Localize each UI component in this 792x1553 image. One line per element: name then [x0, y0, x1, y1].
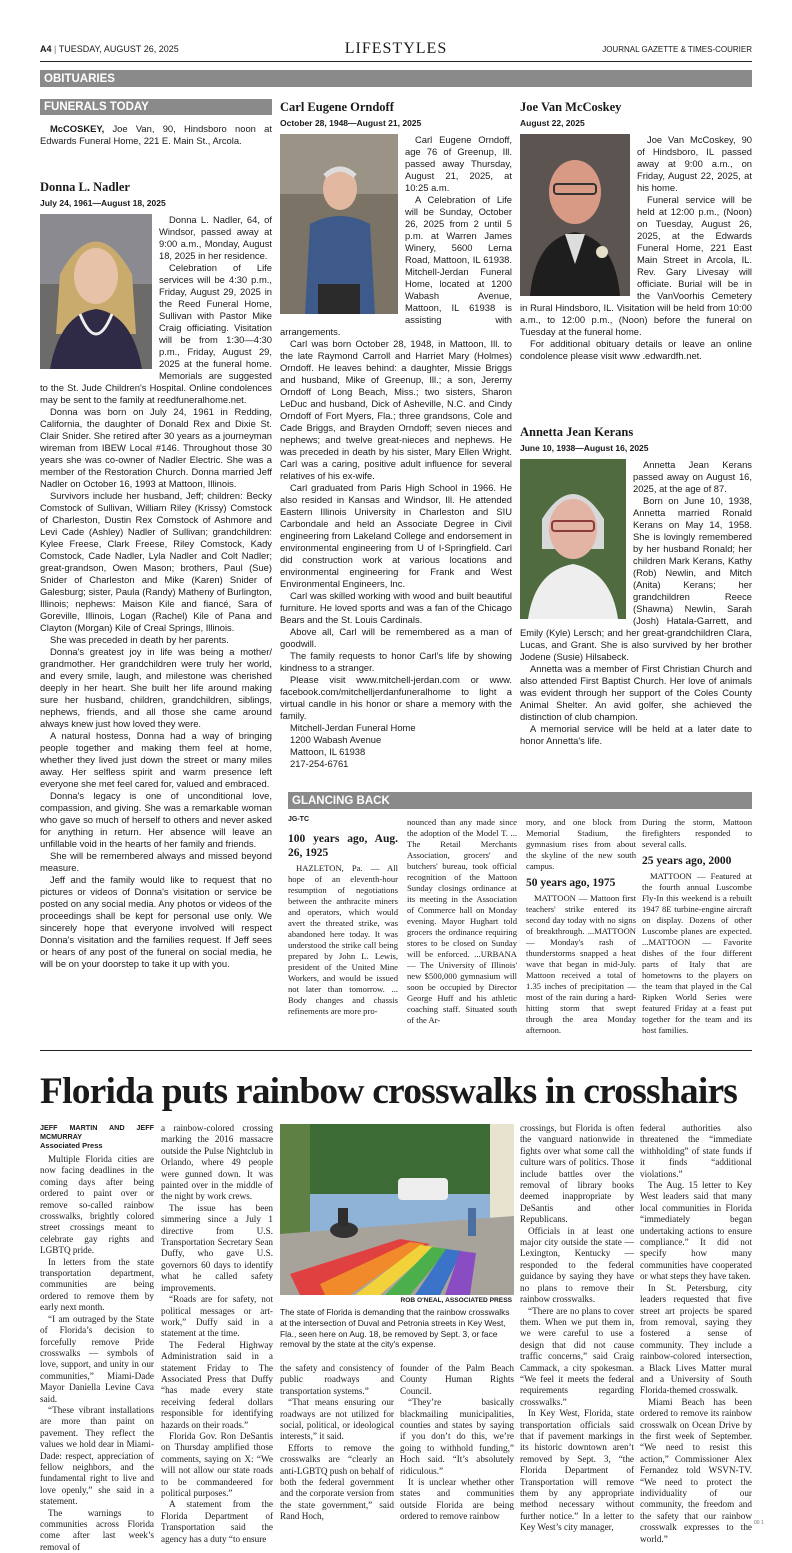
florida-text: [400, 1363, 514, 1523]
glancing-text: MATTOON — Mattoon first teachers' strike entered its second day today with no signs of breakthrough. ...MATTOON — Monday's rash of thunderstorms snapped a heat wave that began in mid-July. Mattoon received a total of 1.35 inches of precipitation — most of the rain during a hard-hitting storm that swept through the area Monday afternoon.: [526, 893, 636, 1035]
paragraph: Multiple Florida cities are now facing deadlines in the coming days after being ordered to paint over or remove so-called rainbow crosswalks, brightly colored street crossings meant to celebrate gay rights and LGBTQ pride.: [40, 1154, 154, 1256]
orndorff-para: Carl Eugene Orndoff, age 76 of Greenup, Ill. passed away Thursday, August 21, 2025, at 10:25 a.m.: [405, 134, 512, 193]
paragraph: the safety and consistency of public roadways and transportation systems.”: [280, 1363, 394, 1396]
orndorff-para: Carl was skilled working with wood and built beautiful furniture. He loved sports and was a fan of the Chicago Bears and the St. Louis Cardinals.: [280, 590, 512, 625]
mccoskey-para: For additional obituary details or leave an online condolence please visit www .edwardfh.net.: [520, 338, 752, 361]
glancing-back-bar: [288, 792, 752, 809]
orndorff-para: Carl graduated from Paris High School in 1966. He also resided in Kansas and Windsor, Ill. He attended Eastern Illinois University in Charleston and SIU Carbondale and held an Associate Degree in Civil engineering from Lakeland College and endorsement in environmental engineering from U of I-Springfield. Carl did construction work at various locations and environmental engineering for Frank and West Environmental Engineers, Inc.: [280, 482, 512, 589]
glancing-text: HAZLETON, Pa. — All hope of an eleventh-hour resumption of negotiations between the anthracite miners and operators, which would avert the threated strike, was abandoned here today. It was understood the strike call being prepared by John L. Lewis, president of the United Mine Workers, and would be issued not later than tomorrow. ... Body changes and chassis refinements are more pro-: [288, 863, 398, 1016]
funeral-home-address: [280, 722, 512, 770]
florida-text: [640, 1123, 752, 1545]
paragraph: A statement from the Florida Department of Transportation said the agency has a duty “to ensure: [161, 1499, 273, 1544]
obit-dates: August 22, 2025: [520, 118, 585, 128]
glancing-text: MATTOON — Featured at the fourth annual Luscombe Fly-In this weekend is a rebuilt 1947 8E turbine-engine aircraft on display. Dozens of other Luscombe planes are expected. ...MATTOON — Favorite dishes of the four different parts of Italy that are hometowns to the players on the team that played in the Cal Ripken World Series were featured Friday at a feast put together for the team and its host families.: [642, 871, 752, 1035]
orndorff-para: The family requests to honor Carl's life by showing kindness to a stranger.: [280, 650, 512, 673]
folio: [40, 40, 752, 58]
address-line: 217-254-6761: [290, 758, 349, 769]
nadler-para: A natural hostess, Donna had a way of bringing people together and making them feel at home, whether they lived just down the street or many miles away. Her selfless spirit and warm presence left everyone she met feel cared for, valued and embraced.: [40, 730, 272, 789]
glancing-head-100: 100 years ago, Aug. 26, 1925: [288, 833, 398, 859]
glancing-credit: JG-TC: [288, 816, 309, 823]
paragraph: The issue has been simmering since a July 1 directive from U.S. Transportation Secretary Sean Duffy, who gave U.S. governors 60 days to identify what he called safety improvements.: [161, 1202, 273, 1293]
paragraph: The warnings to communities across Florida come after last week’s removal of: [40, 1507, 154, 1552]
obit-nadler: [40, 180, 272, 970]
paragraph: Efforts to remove the crosswalks are “clearly an anti-LGBTQ push on behalf of both the federal government and the corporate version from the state government,” said Rand Hoch,: [280, 1442, 394, 1522]
paragraph: federal authorities also threatened the “immediate withholding” of state funds if it finds “additional violations.”: [640, 1123, 752, 1179]
paragraph: Officials in at least one major city outside the state — Lexington, Kentucky — responded to the federal guidance by saying they have no plans to remove their rainbow crosswalks.: [520, 1225, 634, 1305]
obituaries-bar: [40, 70, 752, 87]
glancing-col-2: [407, 817, 517, 1026]
paragraph: founder of the Palm Beach County Human Rights Council.: [400, 1363, 514, 1396]
kerans-para: A memorial service will be held at a later date to honor Annetta's life.: [520, 723, 752, 746]
obit-mccoskey: [520, 100, 752, 362]
paper-name: JOURNAL GAZETTE & TIMES-COURIER: [602, 44, 752, 54]
obituaries-label: OBITUARIES: [44, 72, 115, 85]
orndorff-photo: [280, 134, 398, 314]
paragraph: Florida Gov. Ron DeSantis on Thursday amplified those comments, saying on X: “We will not allow our state roads to be commandeered for political purposes.”: [161, 1430, 273, 1498]
address-line: 1200 Wabash Avenue: [290, 734, 382, 745]
address-line: Mitchell-Jerdan Funeral Home: [290, 722, 416, 733]
nadler-para: Survivors include her husband, Jeff; children: Becky Comstock of Sullivan, William Riley (Krissy) Comstock of Charleston, Dustin Rex Comstock of Ashmore and Levi Cade (Ashley) Nadler of Sullivan; grandchildren: Kylee Freese, Clark Freese, Riley Comstock, Kady Comstock, Cade Nadler, Lyla Nadler and Colt Nadler; great-grandson, Owen Mason; brothers, Paul (Sue) Snider of Charleston and Mike (Karen) Snider of Galesburg; sister, Paula (Randy) Matheny of Burlington, Illinois; nephews: Maison Kile and fiancé, Sara of Goreville, Illinois, Logan (Rachel) Kile of Pana and Clayton (Morgan) Kile of Creal Springs, Illinois.: [40, 490, 272, 633]
obit-name: Donna L. Nadler: [40, 180, 130, 194]
paragraph: In Key West, Florida, state transportation officials said that if pavement markings in its historic downtown aren’t removed by Sept. 3, “the Florida Department of Transportation will remove them by any appropriate method necessary without further notice.” In a letter to Key West’s city manager,: [520, 1408, 634, 1533]
orndorff-para: Carl was born October 28, 1948, in Mattoon, Ill. to the late Raymond Carroll and Harriet Mary (Holmes) Orndoff. He leaves behind: a daughter, Missie Briggs and husband, Mike of Greenup, Ill.; a son, Jeremy Orndoff of Long Beach, Miss.; two sisters, Sharon LeDuc and husband, Dick of Asheville, N.C. and Cindy Orndoff of Fort Myers, Fla.; three grandsons, Cole and Cade Briggs, and Brayden Orndoff; seven nieces and nephews; and twelve great-nieces and nephews. He was preceded in death by his sister, Mary Ellen Wright. Carl was a caring, positive adult influence for several relatives of his ex-wife.: [280, 338, 512, 481]
mccoskey-para: Funeral service will be held at 12:00 p.m., (Noon) on Tuesday, August 26, 2025, at the Edwards Funeral Home, 221 East Main Street in Arcola, IL. Rev. Gary Livesay will officiate. Burial will be in the VanVoorhis Cemetery in Rural Hindsboro, IL. Visitation will be held from 10:00 a.m., to 12:00 p.m., (Noon) before the funeral on Tuesday at the funeral home.: [520, 194, 752, 337]
florida-col-5: [520, 1123, 634, 1534]
florida-col-3: [280, 1363, 394, 1523]
kerans-para: Annetta Jean Kerans passed away on August 16, 2025, at the age of 87.: [633, 459, 752, 494]
paragraph: Miami Beach has been ordered to remove its rainbow crosswalk on Ocean Drive by the first week of September. “We need to resist this action,” Commissioner Alex Fernandez told WSVN-TV. “We need to protect the individuality of our community, the freedom and the safety that our rainbow crosswalk expresses to the world.”: [640, 1396, 752, 1544]
page-number: A4: [40, 44, 52, 54]
florida-col-2: [161, 1123, 273, 1545]
nadler-para: Celebration of Life services will be 4:30 p.m., Friday, August 29, 2025 in the Reed Funeral Home, Sullivan with Pastor Mike Craig officiating. Visitation will be from 1:30—4:30 p.m., Friday, August 29, 2025 at the funeral home. Memorials are suggested to the St. Jude Children's Hospital. Online condolences may be sent to the family at reedfuneralhome.net.: [40, 262, 272, 405]
glancing-head-50: 50 years ago, 1975: [526, 877, 616, 889]
glancing-back-label: GLANCING BACK: [292, 794, 390, 807]
nadler-para: Donna's legacy is one of unconditional love, compassion, and giving. She was a remarkable woman who gave so much of herself to others and never asked for anything in return. Her absence will leave an unfillable void in the hearts of her family and friends.: [40, 790, 272, 849]
nadler-para: She was preceded in death by her parents.: [50, 634, 229, 645]
paragraph: “Roads are for safety, not political messages or art-work,” Duffy said in a statement at the time.: [161, 1294, 273, 1339]
glancing-col-3: [526, 817, 636, 1036]
orndorff-para: A Celebration of Life will be Sunday, October 26, 2025 from 2 until 5 p.m. at Warren James Winery, 5600 Lerna Road, Mattoon, IL 61938. Mitchell-Jerdan Funeral Home, located at 1200 Wabash Avenue, Mattoon, IL 61938 is assisting with arrangements.: [280, 194, 512, 337]
nadler-photo: [40, 214, 152, 369]
funeral-lead: McCOSKEY,: [50, 123, 105, 134]
obit-name: Carl Eugene Orndoff: [280, 100, 394, 114]
orndorff-para: Above all, Carl will be remembered as a man of goodwill.: [280, 626, 512, 649]
funerals-today-entry: [40, 123, 272, 147]
paragraph: “I am outraged by the State of Florida’s decision to forcefully remove Pride crosswalks — symbols of love, support, and unity in our communities,” Miami-Dade Mayor Daniella Levine Cava said.: [40, 1313, 154, 1404]
folio-date: TUESDAY, AUGUST 26, 2025: [58, 44, 179, 54]
kerans-para: Annetta was a member of First Christian Church and also attended First Baptist Church. Her love of animals was evident through her support of the Coles County Animal Shelter. An avid golfer, she achieved the distinction of club champion.: [520, 663, 752, 722]
mccoskey-para: Joe Van McCoskey, 90 of Hindsboro, IL passed away at 9:00 a.m., on Friday, August 22, 2025, at his home.: [637, 134, 752, 193]
funerals-today-label: FUNERALS TODAY: [44, 101, 149, 113]
florida-headline: Florida puts rainbow crosswalks in crosshairs: [40, 1071, 738, 1112]
florida-text: [40, 1154, 154, 1553]
florida-text: [280, 1363, 394, 1523]
glancing-col-4: [642, 817, 752, 1036]
obit-dates: June 10, 1938—August 16, 2025: [520, 443, 649, 453]
page-code: 00 1: [754, 1520, 764, 1526]
florida-col-6: [640, 1123, 752, 1545]
section-title: LIFESTYLES: [344, 40, 448, 57]
paragraph: “These vibrant installations are more than paint on pavement. They reflect the values we hold dear in Miami-Dade: respect, appreciation of fellow neighbors, and the fundamental right to live and love openly,” she said in a statement.: [40, 1404, 154, 1507]
florida-photo: [280, 1124, 514, 1295]
nadler-para: Jeff and the family would like to request that no pictures or videos of Donna's visitation or service be posted on any social media. Any photos or videos of the proceedings shall be kept for personal use only. We sincerely hope that everyone involved will respect Donna's visitation and the families request. If Jeff sees or hears of any post of the funeral on social media, he will be on your doorstep to take it up with you.: [40, 874, 272, 969]
nadler-para: Donna's greatest joy in life was being a mother/ grandmother. Her grandchildren were truly her world, and every smile, laugh, and milestone was cherished deeply in her heart. She built her life around making sure her husband, children, grandchildren, siblings, nephews, friends, and all those she came around always knew just how loved they were.: [40, 646, 272, 729]
obit-kerans: [520, 425, 752, 747]
paragraph: It is unclear whether other states and communities outside Florida are being ordered to remove rainbow: [400, 1477, 514, 1522]
nadler-para: She will be remembered always and missed beyond measure.: [40, 850, 272, 873]
paragraph: In letters from the state transportation department, communities are being ordered to remove them by early next month.: [40, 1256, 154, 1313]
paragraph: crossings, but Florida is often the vanguard nationwide in fights over what some call the culture wars of politics. Those include battles over the removal of library books deemed inappropriate by DeSantis and other Republicans.: [520, 1123, 634, 1225]
florida-byline: JEFF MARTIN AND JEFF MCMURRAY: [40, 1123, 154, 1141]
kerans-para: Born on June 10, 1938, Annetta married Ronald Kerans on May 14, 1958. She is lovingly remembered by her husband Ronald; her children Mark Kerans, Kathy (Rob) Newlin, and Mitch (Anita) Kerans; her grandchildren Reece (Shawna) Newlin, Sarah (Josh) Hatala-Garrett, and Emily (Kyle) Lersch; and her great-grandchildren Clara, Lucas, and Grant. She is also survived by her brother Jodene (Susie) Hilsabeck.: [520, 495, 752, 662]
obit-name: Annetta Jean Kerans: [520, 425, 634, 439]
paragraph: The Federal Highway Administration said in a statement Friday to The Associated Press that Duffy “has made every state receiving federal dollars responsible for identifying hazards on their roads.”: [161, 1339, 273, 1430]
obit-dates: July 24, 1961—August 18, 2025: [40, 198, 166, 208]
glancing-text: During the storm, Mattoon firefighters responded to several calls.: [642, 817, 752, 849]
photo-caption: The state of Florida is demanding that the rainbow crosswalks at the intersection of Duval and Petronia streets in Key West, Fla., seen here on Aug. 18, be removed by Sept. 3, or face removal by the state at the city's expense.: [280, 1307, 510, 1350]
paragraph: “There are no plans to cover them. When we put them in, we were careful to use a design that did not cause traffic concerns,” said Craig Cammack, a city spokesman. “We feel it meets the federal requirements regarding crosswalks.”: [520, 1305, 634, 1407]
funeral-text: Joe Van, 90, Hindsboro noon at Edwards Funeral Home, 221 E. Main St., Arcola.: [40, 123, 272, 146]
obit-dates: October 28, 1948—August 21, 2025: [280, 118, 422, 128]
section-rule: [40, 1050, 752, 1051]
florida-col-4: [400, 1363, 514, 1523]
paragraph: “That means ensuring our roadways are not utilized for social, political, or ideological interests,” it said.: [280, 1397, 394, 1442]
folio-rule: [40, 61, 752, 62]
glancing-text: mory, and one block from Memorial Stadium, the gymnasium rises from about the skyline of the new south campus.: [526, 817, 636, 871]
glancing-text: nounced than any made since the adoption of the Model T. ... The Retail Merchants Association, grocers' and butchers' bureau, took official recognition of the Mattoon Sunday closings ordinance at its meeting in the Association of Commerce hall on Monday evening. Mayor Hughart told grocers the ordinance requiring stores to be closed on Sunday will be enforced. ...URBANA — The University of Illinois' new $500,000 gymnasium will soon be occupied by Director George Huff and his athletic coaching staff. Situated south of the Ar-: [407, 817, 517, 1025]
paragraph: a rainbow-colored crossing marking the 2016 massacre outside the Pulse Nightclub in Orlando, where 49 people were gunned down. It was painted over in the middle of the night by work crews.: [161, 1123, 273, 1202]
florida-text: [520, 1123, 634, 1534]
paragraph: The Aug. 15 letter to Key West leaders said that many local communities in Florida “immediately began undertaking actions to ensure compliance.” It did not specify how many communities have cooperated or what steps they have taken.: [640, 1180, 752, 1282]
nadler-para: Donna L. Nadler, 64, of Windsor, passed away at 9:00 a.m., Monday, August 18, 2025 in her residence.: [159, 214, 272, 261]
obit-name: Joe Van McCoskey: [520, 100, 622, 114]
florida-agency: Associated Press: [40, 1141, 103, 1150]
glancing-head-25: 25 years ago, 2000: [642, 855, 732, 867]
orndorff-para: Please visit www.mitchell-jerdan.com or www. facebook.com/mitchelljerdanfuneralhome to light a virtual candle in his honor or share a memory with the family.: [280, 674, 512, 721]
funerals-today-bar: [40, 99, 272, 115]
mccoskey-photo: [520, 134, 630, 296]
paragraph: “They’re basically blackmailing municipalities, counties and states by saying if you don’t do this, we’re going to withhold funding,” Hoch said. “It’s absolutely ridiculous.”: [400, 1397, 514, 1476]
nadler-para: Donna was born on July 24, 1961 in Redding, California, the daughter of Donald Rex and Dixie St. Clair Snider. She retired after 30 years as a journeyman wireman from IBEW Local #146. Throughout those 30 years she was co-owner of Nadler Electric. She was a member of the Restoration Church. Donna married Jeff Nadler on October 16, 1993 at Mattoon, Illinois.: [40, 406, 272, 489]
folio-left: A4 | TUESDAY, AUGUST 26, 2025: [40, 44, 179, 54]
address-line: Mattoon, IL 61938: [290, 746, 366, 757]
photo-credit: ROB O'NEAL, ASSOCIATED PRESS: [400, 1297, 512, 1304]
paragraph: In St. Petersburg, city leaders requested that five street art projects be spared from removal, saying they fostered a sense of community. They include a rainbow-colored intersection, a Black Lives Matter mural and a University of South Florida-themed crosswalk.: [640, 1282, 752, 1396]
obit-orndorff: [280, 100, 512, 770]
florida-text: [161, 1123, 273, 1545]
kerans-photo: [520, 459, 626, 619]
glancing-col-1: [288, 815, 398, 1017]
florida-col-1: [40, 1123, 154, 1553]
